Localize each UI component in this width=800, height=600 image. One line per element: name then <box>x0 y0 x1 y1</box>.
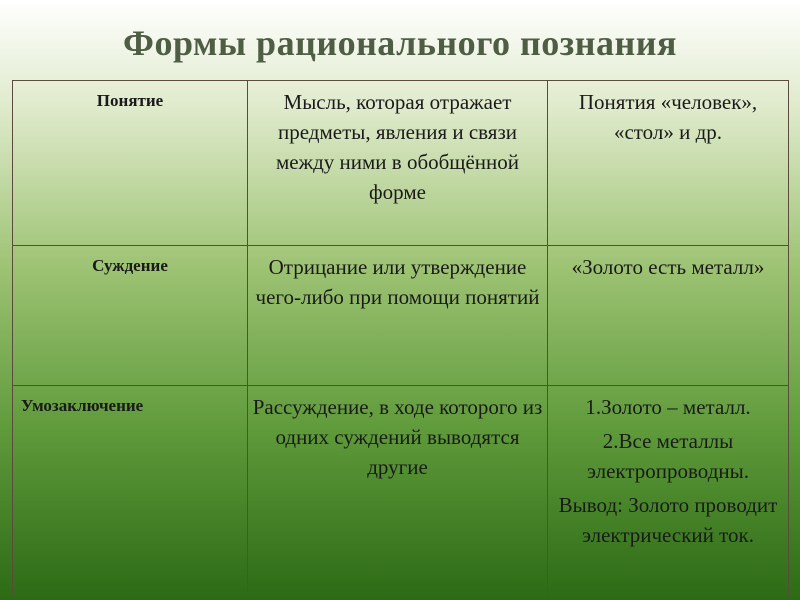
definition-cell: Рассуждение, в ходе которого из одних суждений выводятся другие <box>248 386 548 596</box>
table-row <box>13 386 789 596</box>
term-cell: Суждение <box>13 246 248 386</box>
slide-title: Формы рационального познания <box>123 23 677 63</box>
example-cell <box>548 386 789 596</box>
table-row <box>13 246 789 386</box>
example-line: Понятия «человек», «стол» и др. <box>578 90 758 144</box>
example-cell <box>548 246 789 386</box>
example-line: Вывод: Золото проводит электрический ток. <box>558 493 778 547</box>
term-cell: Умозаключение <box>13 386 248 596</box>
definition-cell: Мысль, которая отражает предметы, явления и связи между ними в обобщённой форме <box>248 81 548 246</box>
forms-table-container <box>12 80 788 596</box>
forms-table <box>12 80 789 596</box>
example-line: 1.Золото – металл. <box>585 395 751 419</box>
example-line: 2.Все металлы электропроводны. <box>587 429 749 483</box>
example-cell <box>548 81 789 246</box>
example-line: «Золото есть металл» <box>571 255 765 279</box>
term-cell: Понятие <box>13 81 248 246</box>
definition-cell: Отрицание или утверждение чего-либо при помощи понятий <box>248 246 548 386</box>
table-row <box>13 81 789 246</box>
